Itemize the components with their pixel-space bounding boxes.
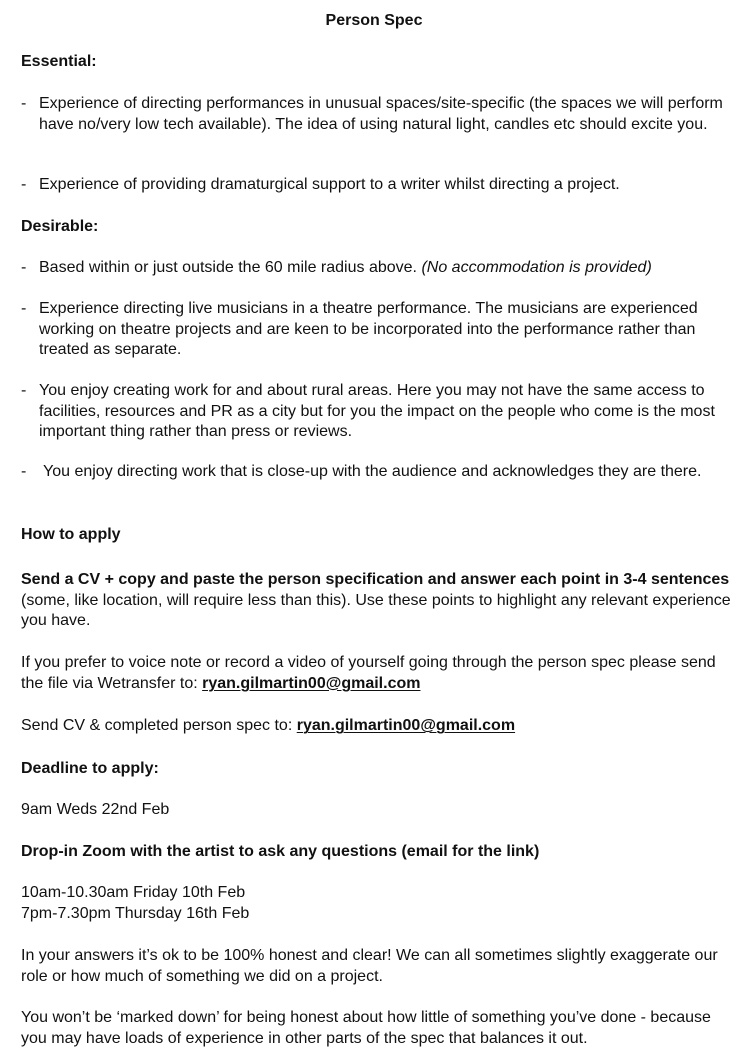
send-cv-text: Send CV & completed person spec to: bbox=[21, 717, 297, 734]
accommodation-note: (No accommodation is provided) bbox=[421, 259, 652, 276]
essential-bullet-2: Experience of providing dramaturgical support to a writer whilst directing a project. bbox=[39, 176, 620, 193]
bullet-dash: - bbox=[21, 176, 27, 193]
zoom-session-1: 10am-10.30am Friday 10th Feb bbox=[21, 884, 246, 901]
how-to-apply-heading: How to apply bbox=[21, 526, 121, 543]
desirable-bullet-3: You enjoy creating work for and about rural areas. Here you may not have the same access to facilities, resources and PR as a city but for you the impact on the people who come is the most important thing rather than press or reviews. bbox=[39, 382, 715, 440]
honesty-paragraph: In your answers it’s ok to be 100% honest and clear! We can all sometimes slightly exaggerate our role or how much of something we did on a project. bbox=[21, 947, 718, 985]
desirable-heading: Desirable: bbox=[21, 218, 99, 235]
zoom-heading: Drop-in Zoom with the artist to ask any questions (email for the link) bbox=[21, 843, 540, 860]
voice-note-text: If you prefer to voice note or record a video of yourself going through the person spec please send the file via Wetransfer to: bbox=[21, 654, 716, 692]
desirable-bullet-2: Experience directing live musicians in a theatre performance. The musicians are experienced working on theatre projects and are keen to be incorporated into the performance rather than treated as separate. bbox=[39, 300, 698, 358]
email-link[interactable]: ryan.gilmartin00@gmail.com bbox=[202, 674, 421, 692]
essential-bullet-1: Experience of directing performances in unusual spaces/site-specific (the spaces we will perform have no/very low tech available). The idea of using natural light, candles etc should excite you. bbox=[39, 95, 723, 133]
bullet-dash: - bbox=[21, 382, 27, 399]
page-title: Person Spec bbox=[325, 12, 423, 29]
marked-down-paragraph: You won’t be ‘marked down’ for being honest about how little of something you’ve done - because you may have loads of experience in other parts of the spec that balances it out. bbox=[21, 1009, 711, 1047]
zoom-session-2: 7pm-7.30pm Thursday 16th Feb bbox=[21, 905, 250, 922]
bullet-dash: - bbox=[21, 300, 27, 317]
email-link[interactable]: ryan.gilmartin00@gmail.com bbox=[296, 717, 516, 734]
send-instructions bbox=[21, 570, 733, 632]
bullet-dash: - bbox=[21, 95, 27, 112]
bullet-dash: - bbox=[21, 259, 27, 276]
essential-heading: Essential: bbox=[21, 53, 97, 70]
send-instructions-rest: (some, like location, will require less than this). Use these points to highlight any relevant experience you have. bbox=[21, 591, 731, 629]
desirable-bullet-4: You enjoy directing work that is close-up with the audience and acknowledges they are there. bbox=[43, 463, 702, 480]
desirable-bullet-1-text: Based within or just outside the 60 mile radius above. bbox=[39, 259, 417, 276]
send-instructions-bold: Send a CV + copy and paste the person specification and answer each point in 3-4 sentences bbox=[21, 571, 730, 588]
deadline-value: 9am Weds 22nd Feb bbox=[21, 801, 170, 818]
desirable-bullet-1 bbox=[39, 258, 731, 279]
send-cv-paragraph bbox=[21, 716, 733, 737]
deadline-heading: Deadline to apply: bbox=[21, 760, 159, 777]
bullet-dash: - bbox=[21, 463, 27, 480]
voice-note-paragraph bbox=[21, 653, 733, 694]
